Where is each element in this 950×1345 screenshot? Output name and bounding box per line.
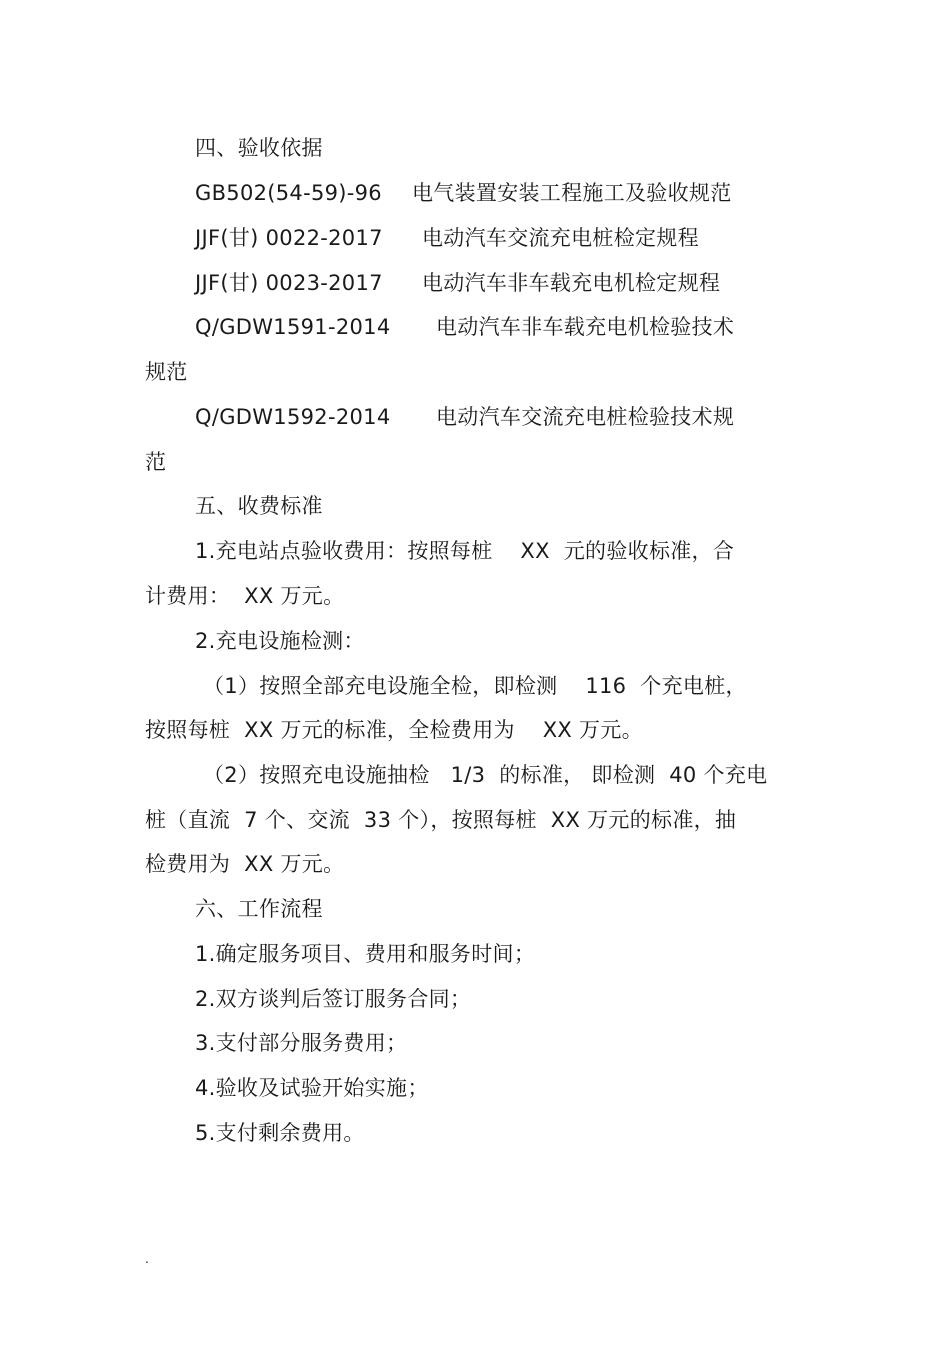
reference-code: GB502(54-59)-96 xyxy=(195,181,382,205)
reference-title: 电动汽车交流充电桩检验技术规 xyxy=(436,405,735,429)
fee-item-1-line-2: 计费用： XX 万元。 xyxy=(145,584,345,608)
reference-title: 电气装置安装工程施工及验收规范 xyxy=(412,181,732,205)
workflow-step: 4.验收及试验开始实施； xyxy=(195,1076,429,1100)
reference-title-continued: 范 xyxy=(145,450,167,474)
workflow-step: 2.双方谈判后签订服务合同； xyxy=(195,987,472,1011)
fee-item-1-line-1: 1.充电站点验收费用：按照每桩 XX 元的验收标准，合 xyxy=(195,539,735,563)
footer-dot: . xyxy=(145,1252,149,1266)
section-heading-basis: 四、验收依据 xyxy=(195,136,323,160)
fee-item-2: 2.充电设施检测： xyxy=(195,629,365,653)
reference-title: 电动汽车非车载充电机检验技术 xyxy=(436,315,735,339)
fee-sub-1-line-1: （1）按照全部充电设施全检，即检测 116 个充电桩， xyxy=(203,674,747,698)
reference-title-continued: 规范 xyxy=(145,360,188,384)
reference-title: 电动汽车交流充电桩检定规程 xyxy=(422,226,699,250)
workflow-step: 1.确定服务项目、费用和服务时间； xyxy=(195,942,536,966)
section-heading-workflow: 六、工作流程 xyxy=(195,897,323,921)
section-heading-fees: 五、收费标准 xyxy=(195,494,323,518)
fee-sub-2-line-2: 桩（直流 7 个、交流 33 个），按照每桩 XX 万元的标准，抽 xyxy=(145,808,737,832)
reference-code: JJF(甘) 0022-2017 xyxy=(195,226,383,250)
reference-title: 电动汽车非车载充电机检定规程 xyxy=(422,271,721,295)
reference-code: Q/GDW1591-2014 xyxy=(195,315,391,339)
fee-sub-1-line-2: 按照每桩 XX 万元的标准，全检费用为 XX 万元。 xyxy=(145,718,643,742)
reference-code: JJF(甘) 0023-2017 xyxy=(195,271,383,295)
reference-code: Q/GDW1592-2014 xyxy=(195,405,391,429)
workflow-step: 5.支付剩余费用。 xyxy=(195,1121,365,1145)
fee-sub-2-line-1: （2）按照充电设施抽检 1/3 的标准， 即检测 40 个充电 xyxy=(203,763,768,787)
fee-sub-2-line-3: 检费用为 XX 万元。 xyxy=(145,852,345,876)
workflow-step: 3.支付部分服务费用； xyxy=(195,1031,408,1055)
